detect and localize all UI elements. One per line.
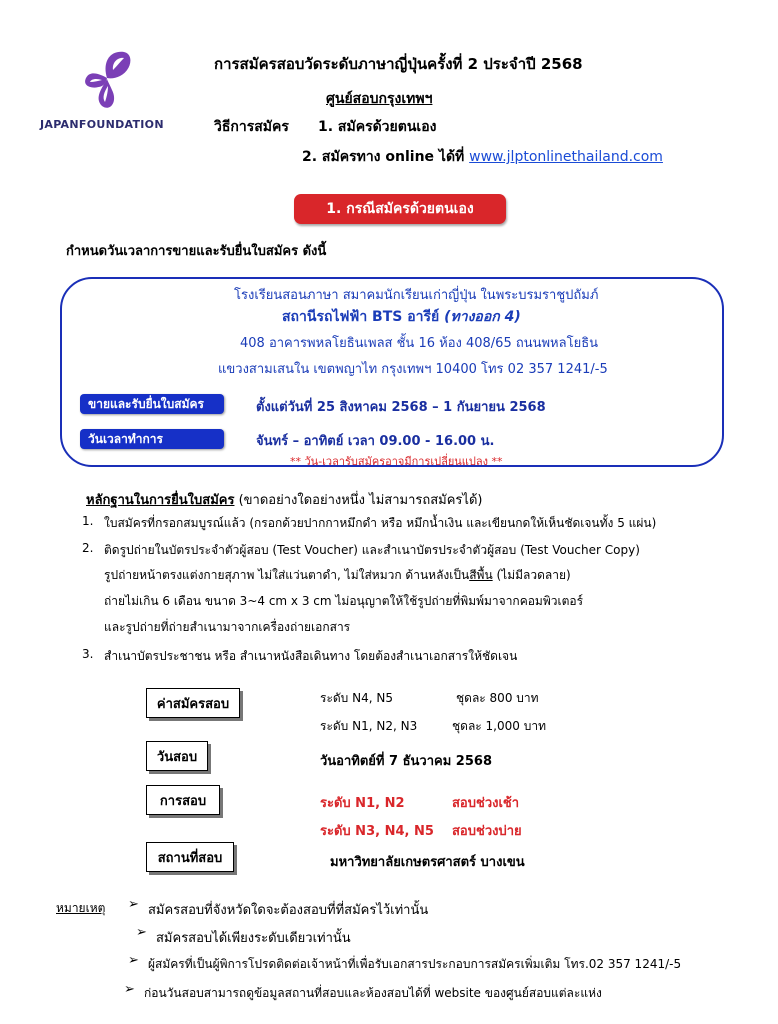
- venue-school-name: โรงเรียนสอนภาษา สมาคมนักเรียนเก่าญี่ปุ่น ในพระบรมราชูปถัมภ์: [234, 288, 599, 303]
- evidence-item-photo-line1: ติดรูปถ่ายในบัตรประจำตัวผู้สอบ (Test Voucher) และสำเนาบัตรประจำตัวผู้สอบ (Test Voucher Copy): [104, 543, 640, 557]
- note-item: สมัครสอบได้เพียงระดับเดียวเท่านั้น: [156, 931, 351, 946]
- venue-station: [282, 306, 521, 328]
- exam-row1-session: สอบช่วงเช้า: [452, 796, 520, 811]
- schedule-change-note: ** วัน-เวลารับสมัครอาจมีการเปลี่ยนแปลง **: [290, 455, 503, 468]
- evidence-item-id-copy: สำเนาบัตรประชาชน หรือ สำเนาหนังสือเดินทาง โดยต้องสำเนาเอกสารให้ชัดเจน: [104, 649, 518, 663]
- venue-station-name: สถานีรถไฟฟ้า BTS อารีย์: [282, 309, 440, 325]
- page-title: การสมัครสอบวัดระดับภาษาญี่ปุ่นครั้งที่ 2 ประจำปี 2568: [214, 55, 583, 73]
- exam-date-label-box: วันสอบ: [146, 741, 208, 771]
- arrow-bullet-icon: ➢: [128, 897, 139, 912]
- note-item: ผู้สมัครที่เป็นผู้พิการโปรดติดต่อเจ้าหน้าที่เพื่อรับเอกสารประกอบการสมัครเพิ่มเติม โทร.02 357 1241/-5: [148, 957, 682, 971]
- butterfly-logo-icon: [80, 48, 136, 112]
- evidence-item-number: 2.: [82, 541, 94, 555]
- exam-date-value: วันอาทิตย์ที่ 7 ธันวาคม 2568: [320, 754, 492, 769]
- fee-row2-price: ชุดละ 1,000 บาท: [452, 719, 546, 733]
- exam-session-label-box: การสอบ: [146, 785, 220, 815]
- office-hours-label: วันเวลาทำการ: [80, 429, 224, 449]
- evidence-heading: [86, 489, 482, 510]
- evidence-item-number: 3.: [82, 647, 94, 661]
- fee-row1-price: ชุดละ 800 บาท: [456, 691, 539, 705]
- venue-address-line2: แขวงสามเสนใน เขตพญาไท กรุงเทพฯ 10400 โทร 02 357 1241/-5: [218, 362, 608, 377]
- fee-row1-level: ระดับ N4, N5: [320, 691, 393, 705]
- exam-venue-value: มหาวิทยาลัยเกษตรศาสตร์ บางเขน: [330, 855, 525, 870]
- online-registration-link[interactable]: www.jlptonlinethailand.com: [469, 149, 663, 165]
- arrow-bullet-icon: ➢: [128, 953, 139, 968]
- exam-row1-level: ระดับ N1, N2: [320, 796, 405, 811]
- exam-row2-level: ระดับ N3, N4, N5: [320, 824, 434, 839]
- fee-row2-level: ระดับ N1, N2, N3: [320, 719, 418, 733]
- evidence-item-photo-line3: ถ่ายไม่เกิน 6 เดือน ขนาด 3~4 cm x 3 cm ไม่อนุญาตให้ใช้รูปถ่ายที่พิมพ์มาจากคอมพิวเตอร์: [104, 594, 584, 608]
- sale-period-dates: ตั้งแต่วันที่ 25 สิงหาคม 2568 – 1 กันยายน 2568: [256, 400, 546, 415]
- notes-label: หมายเหตุ: [56, 901, 106, 915]
- logo-wordmark: JAPANFOUNDATION: [40, 118, 164, 131]
- arrow-bullet-icon: ➢: [124, 982, 135, 997]
- venue-address-line1: 408 อาคารพหลโยธินเพลส ชั้น 16 ห้อง 408/65 ถนนพหลโยธิน: [240, 336, 599, 351]
- office-hours-value: จันทร์ – อาทิตย์ เวลา 09.00 - 16.00 น.: [256, 434, 495, 449]
- evidence-item-application-form: ใบสมัครที่กรอกสมบูรณ์แล้ว (กรอกด้วยปากกาหมึกดำ หรือ หมึกน้ำเงิน และเขียนกดให้เห็นชัดเจนทั้ง 5 แผ่น): [104, 516, 657, 530]
- plain-background-text: สีพื้น: [469, 568, 493, 582]
- exam-center-heading: ศูนย์สอบกรุงเทพฯ: [326, 91, 433, 107]
- method-option-self: 1. สมัครด้วยตนเอง: [318, 119, 437, 135]
- schedule-heading: กำหนดวันเวลาการขายและรับยื่นใบสมัคร ดังนี้: [66, 244, 327, 259]
- evidence-item-photo-line4: และรูปถ่ายที่ถ่ายสำเนามาจากเครื่องถ่ายเอกสาร: [104, 620, 351, 634]
- note-item: ก่อนวันสอบสามารถดูข้อมูลสถานที่สอบและห้องสอบได้ที่ website ของศูนย์สอบแต่ละแห่ง: [144, 986, 602, 1000]
- method-option-online: [302, 146, 663, 168]
- no-pattern-text: (ไม่มีลวดลาย): [492, 568, 571, 582]
- exam-row2-session: สอบช่วงบ่าย: [452, 824, 522, 839]
- venue-station-exit: (ทางออก 4): [444, 309, 521, 325]
- evidence-item-photo-line2: [104, 566, 571, 585]
- self-application-banner: 1. กรณีสมัครด้วยตนเอง: [294, 194, 506, 224]
- application-method-label: วิธีการสมัคร: [214, 119, 289, 135]
- fee-label-box: ค่าสมัครสอบ: [146, 688, 240, 718]
- evidence-heading-note: (ขาดอย่างใดอย่างหนึ่ง ไม่สามารถสมัครได้): [234, 493, 483, 508]
- sale-period-label: ขายและรับยื่นใบสมัคร: [80, 394, 224, 414]
- photo-requirements-text: รูปถ่ายหน้าตรงแต่งกายสุภาพ ไม่ใส่แว่นตาดำ, ไม่ใส่หมวก ด้านหลังเป็น: [104, 568, 470, 582]
- exam-venue-label-box: สถานที่สอบ: [146, 842, 234, 872]
- note-item: สมัครสอบที่จังหวัดใดจะต้องสอบที่ที่สมัครไว้เท่านั้น: [148, 903, 429, 918]
- evidence-heading-title: หลักฐานในการยื่นใบสมัคร: [86, 493, 235, 508]
- method-option-online-text: 2. สมัครทาง online ได้ที่: [302, 149, 465, 165]
- evidence-item-number: 1.: [82, 514, 94, 528]
- arrow-bullet-icon: ➢: [136, 925, 147, 940]
